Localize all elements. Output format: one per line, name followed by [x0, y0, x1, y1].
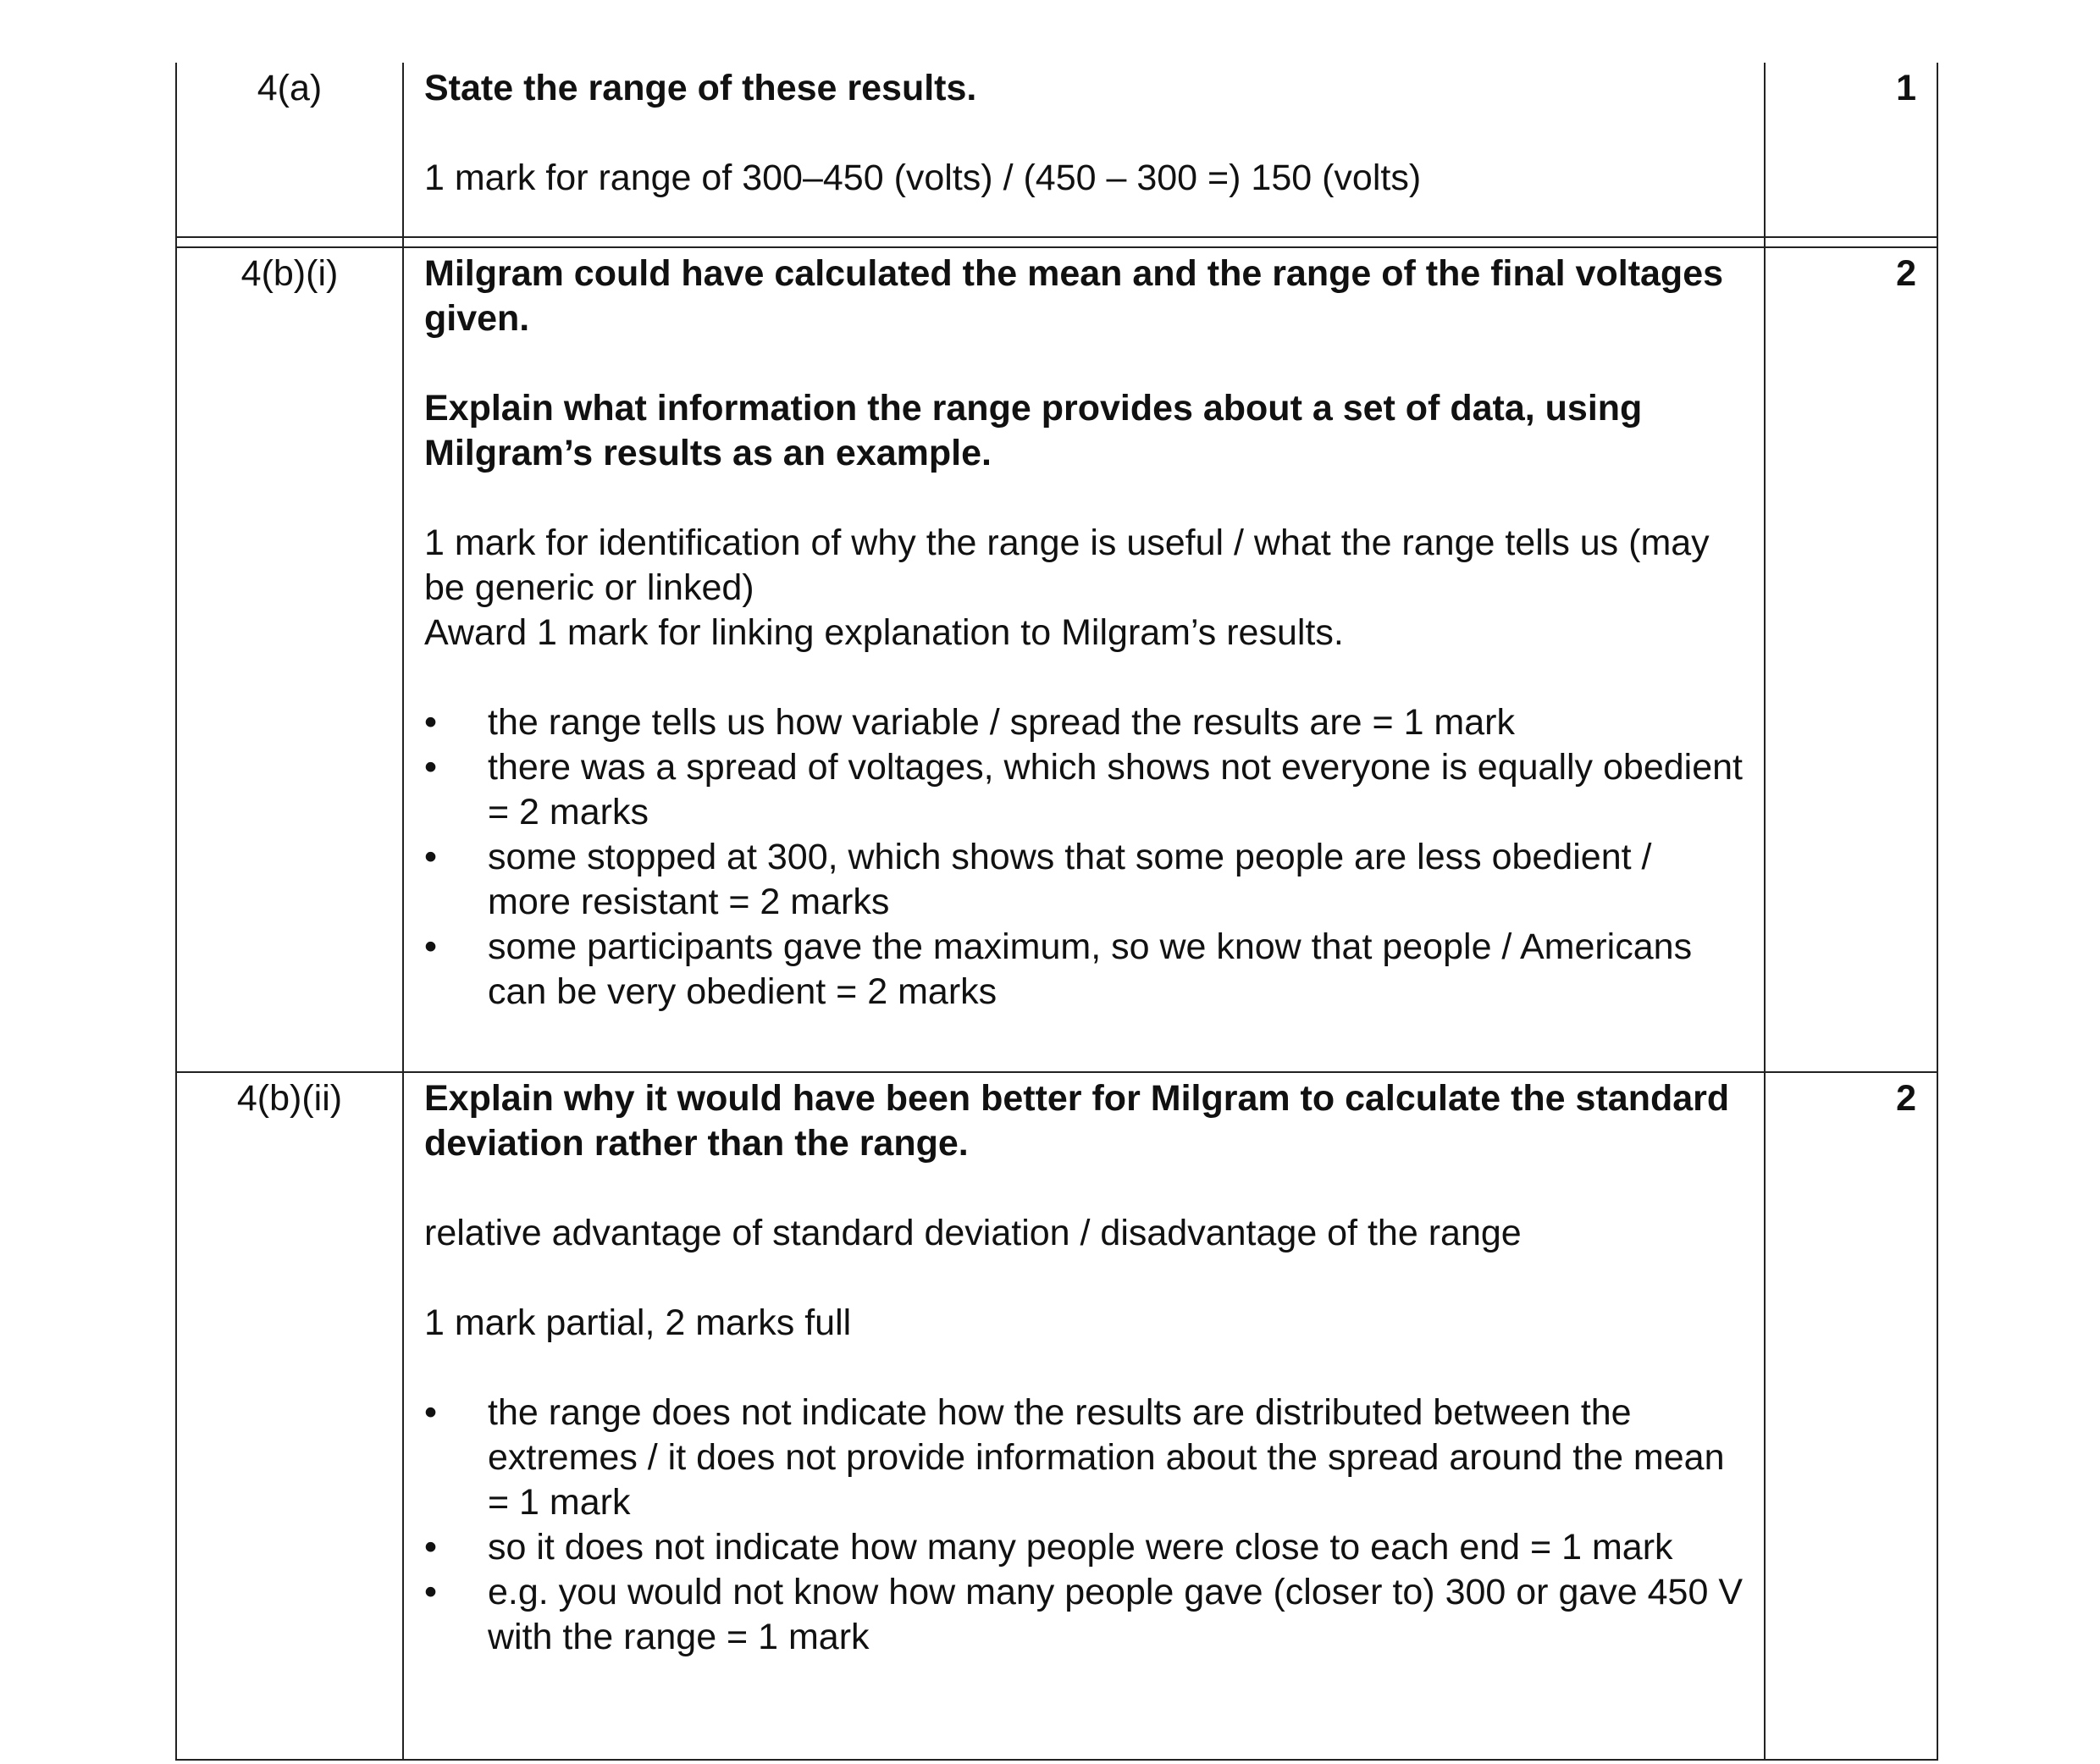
guidance-line: Award 1 mark for linking explanation to Milgram’s results.	[424, 612, 1344, 653]
list-item	[424, 1391, 1744, 1525]
marking-guidance: relative advantage of standard deviation / disadvantage of the range	[424, 1213, 1522, 1253]
row-separator	[176, 237, 1937, 247]
list-item	[424, 835, 1744, 925]
list-item-text: there was a spread of voltages, which shows not everyone is equally obedient = 2 marks	[488, 747, 1743, 832]
bullet-icon: •	[424, 1572, 438, 1612]
question-prompt-line: Explain what information the range provides about a set of data, using Milgram’s results as an example.	[424, 388, 1643, 473]
list-item	[424, 700, 1744, 745]
list-item-text: the range does not indicate how the results are distributed between the extremes / it does not provide information about the spread around the mean = 1 mark	[488, 1392, 1725, 1523]
list-item-text: the range tells us how variable / spread the results are = 1 mark	[488, 702, 1515, 743]
marks-value: 1	[1765, 63, 1937, 237]
list-item	[424, 925, 1744, 1015]
question-prompt: State the range of these results.	[424, 68, 977, 108]
list-item	[424, 1525, 1744, 1570]
bullet-icon: •	[424, 926, 438, 967]
list-item-text: some stopped at 300, which shows that some people are less obedient / more resistant = 2 marks	[488, 837, 1652, 922]
marking-guidance: 1 mark partial, 2 marks full	[424, 1302, 852, 1343]
answer-cell	[403, 247, 1765, 1072]
list-item-text: e.g. you would not know how many people gave (closer to) 300 or gave 450 V with the range = 1 mark	[488, 1572, 1744, 1657]
list-item	[424, 745, 1744, 835]
bullet-icon: •	[424, 1392, 438, 1433]
question-number: 4(b)(i)	[176, 247, 403, 1072]
marking-guidance	[424, 521, 1744, 655]
indicative-content-list	[424, 700, 1744, 1015]
question-prompt	[424, 252, 1744, 341]
list-item-text: some participants gave the maximum, so we know that people / Americans can be very obedient = 2 marks	[488, 926, 1693, 1012]
question-prompt-line: Milgram could have calculated the mean and the range of the final voltages given.	[424, 253, 1724, 339]
table-row-4a	[176, 63, 1937, 237]
question-number: 4(a)	[176, 63, 403, 237]
table-row-4bi	[176, 247, 1937, 1072]
list-item	[424, 1570, 1744, 1660]
marking-guidance: 1 mark for range of 300–450 (volts) / (450 – 300 =) 150 (volts)	[424, 158, 1422, 198]
answer-cell	[403, 63, 1765, 237]
question-number: 4(b)(ii)	[176, 1072, 403, 1760]
bullet-icon: •	[424, 837, 438, 877]
answer-cell	[403, 1072, 1765, 1760]
indicative-content-list	[424, 1391, 1744, 1660]
question-prompt: Explain why it would have been better for Milgram to calculate the standard deviation rather than the range.	[424, 1078, 1730, 1164]
bullet-icon: •	[424, 1527, 438, 1568]
table-row-4bii	[176, 1072, 1937, 1760]
marks-value: 2	[1765, 1072, 1937, 1760]
bullet-icon: •	[424, 702, 438, 743]
list-item-text: so it does not indicate how many people were close to each end = 1 mark	[488, 1527, 1673, 1568]
bullet-icon: •	[424, 747, 438, 788]
mark-scheme-table	[175, 63, 1938, 1761]
marks-value: 2	[1765, 247, 1937, 1072]
question-prompt	[424, 386, 1744, 476]
guidance-line: 1 mark for identification of why the range is useful / what the range tells us (may be generic or linked)	[424, 523, 1710, 608]
